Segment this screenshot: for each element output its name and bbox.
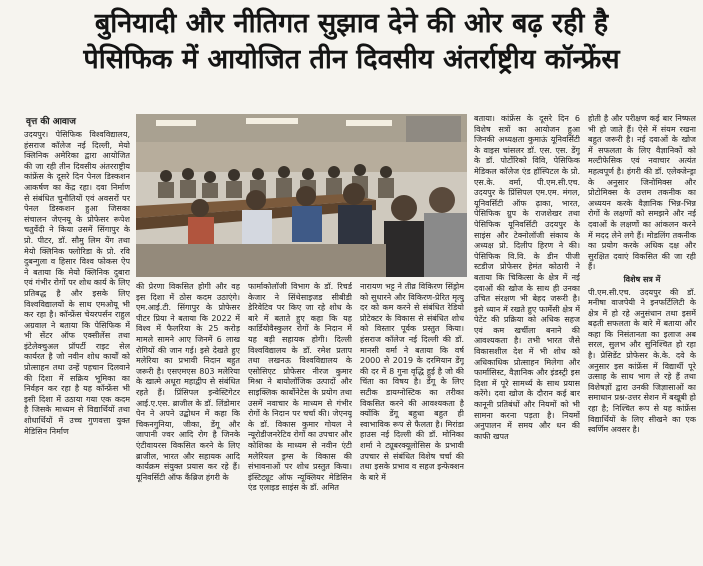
- column-3-text: फार्माकोलॉजी विभाग के डॉ. रिचर्ड केजार ने सिंथेसाइजड सीबीडी डेरिवेटिव पर किए जा रहे शोध के बारे में बताते हुए कहा कि यह कार्डियोवैस्कुलर रोगों के निदान में यह बड़ी सहायक होगी। दिल्ली विश्वविद्यालय के डॉ. रमेश प्रताप तथा लखनऊ विश्वविद्यालय के एसोसिएट प्रोफेसर नीरज कुमार मिश्रा ने बायोलॉजिक उत्पादों और साइक्लिक कार्बोनेटेस के प्रयोग तथा उसमें नवाचार के माध्यम से गंभीर रोगों के निदान पर चर्चा की। जेएनयू के डॉ. विकास कुमार गोयल ने न्यूरोडीजनरेटिव रोगों का उपचार और कोशिका के माध्यम से नवीन एंटी मलेरियल ड्रग्स के विकास की संभावनाओं पर शोध प्रस्तुत किया। इंस्टिट्यूट ऑफ न्यूक्लियर मेडिसिन एंड एलाइड साइंस के डॉ. अमित: [248, 282, 352, 493]
- headline-line-2: पेसिफिक में आयोजित तीन दिवसीय अंतर्राष्ट्रीय कॉन्फ्रेंस: [83, 44, 620, 75]
- column-6-subheading: विशेष सत्र में: [623, 274, 661, 284]
- headline-line-1: बुनियादी और नीतिगत सुझाव देने की ओर बढ़ रही है: [94, 8, 609, 39]
- column-6-tail-text: पी.एम.सी.एच. उदयपुर की डॉ. मनीषा वाजपेयी ने इनफर्टिलिटी के क्षेत्र में हो रहे अनुसंधान तथा इसमें बढ़ती सफलता के बारे में बताया और कहा कि निसंतानता का इलाज अब सरल, सुलभ और सुनिश्चित हो रहा है। प्रेसिडेंट प्रोफेसर के.के. दवे के अनुसार इस कांफ्रेंस में विद्यार्थी पूरे उत्साह के साथ भाग ले रहे हैं तथा विशेषज्ञों द्वारा उनकी जिज्ञासाओं का समाधान प्रश्न-उत्तर सेशन में बखूबी हो रहा है; निश्चित रूप से यह कांफ्रेंस विद्यार्थियों के लिए सीखने का एक स्वर्णिम अवसर है।: [588, 287, 696, 435]
- column-2-text: की प्रेरणा विकसित होगी और वह इस दिशा में ठोस कदम उठाएंगे। एम.आई.टी. सिंगापुर के प्रोफेसर पीटर प्रिया ने बताया कि 2022 में विश्व में फैलरिया के 25 करोड़ मामले सामने आए जिनमें 6 लाख रोगियों की जान गई। इसे देखते हुए मलेरिया का प्रभावी निदान बहुत जरूरी है। एसएमएस 803 मलेरिया के खात्मे अधूरा महाद्वीप से संबंधित रहते हैं। प्रिंसिपल इन्वेस्टिगेटर आई.ए.एस. ब्राजील के डॉ. लिंडोमार पेन ने अपने उद्बोधन में कहा कि चिकनगुनिया, जीका, डेंगू और जापानी ज्वर आदि रोग है जिनके एंटीवायरस विकसित करने के लिए ब्राजील, भारत और सहायक आदि कार्यक्रम संयुक्त प्रयास कर रहे हैं। यूनिवर्सिटी ऑफ कैंब्रिज हंगरी के: [136, 282, 240, 482]
- article-column-3: [248, 282, 352, 562]
- column-4-text: नारायण भट्ट ने तीव्र विकिरण सिंड्रोम को सुधारने और विकिरण-प्रेरित मृत्यु दर को कम करने से संबंधित रेडियो प्रोटेक्टर के विकास से संबंधित शोध को विस्तार पूर्वक प्रस्तुत किया। हंसराज कॉलेज नई दिल्ली की डॉ. मानसी वर्मा ने बताया कि वर्ष 2000 से 2019 के दरमियान डेंगू की दर में 8 गुना वृद्धि हुई है जो की चिंता का विषय है। डेंगू के लिए सटीक डायग्नोस्टिक का तरीका विकसित करने की आवश्यकता है क्योंकि डेंगू बहुधा बहुत ही स्वाभाविक रूप से फैलता है। मिरांडा हाउस नई दिल्ली की डॉ. मोनिका शर्मा ने ट्यूबरक्यूलोसिस के प्रभावी उपचार से संबंधित विशेष चर्चा की तथा इसके प्रभाव व सहज इन्फेक्शन के बारे में: [360, 282, 464, 482]
- headline: [0, 0, 703, 78]
- article-column-6: [588, 114, 696, 562]
- byline: वृत्त की आवाज: [26, 117, 76, 127]
- column-1-text: उदयपुर। पेसिफिक विश्वविद्यालय, हंसराज कॉलेज नई दिल्ली, मेयो क्लिनिक अमेरिका द्वारा आयोजित की जा रही तीन दिवसीय अंतरराष्ट्रीय कांफ्रेंस के दूसरे दिन पेनल डिस्कशन आकर्षण का केंद्र रहा। दवा निर्माण से संबंधित चुनौतियों एवं अवसरों पर पेनल डिस्कशन हुआ जिसका संचालन जेएनयू के प्रोफेसर रूपेश चतुर्वेदी ने किया उसमें सिंगापुर के प्रो. पीटर, डॉ. सौमु लिम येंग तथा मेयो क्लिनिक फ्लोरिडा के प्रो. रवि दुबन्गुला व हिसार विश्व फोकस ऐप ने बताया कि मेयो क्लिनिक दुबारा एवं गंभीर रोगों पर शोध कार्य के लिए प्रतिबद्ध है और इसके लिए विश्वविद्यालयों के साथ एमओयू भी कर रहा है। कॉन्फ्रेंस चेयरपर्सन राहुल अग्रवाल ने बताया कि पेसिफिक में भी सेंटर ऑफ एक्सीलेंस तथा इंटेलेक्चुअल प्रॉपर्टी राइट सेल कार्यरत है जो नवीन शोध कार्यों को प्रोत्साहन तथा उन्हें पहचान दिलवाने की दिशा में सक्रिय भूमिका का निर्वहन कर रहा है यह कॉन्फ्रेंस भी इसी दिशा में उठाया गया एक कदम है जिसके माध्यम से विद्यार्थियों तथा शोधार्थियों में उच्च गुणवत्ता युक्त मेडिसिन निर्माण: [24, 130, 130, 436]
- article-column-4: [360, 282, 464, 562]
- article-column-2: [136, 282, 240, 562]
- column-5-text: बताया। कांफ्रेंस के दूसरे दिन 6 विशेष सत्रों का आयोजन हुआ जिनकी अध्यक्षता कुमाऊं यूनिवर्सिटी के वाइस चांसलर डॉ. एस. एस. डेंगू के डॉ. पोर्टोरिको विवि, पेसिफिक मेडिकल कॉलेज एंड हॉस्पिटल के प्रो. एस.के. वर्मा, पी.एम.सी.एच. उदयपुर के प्रिंसिपल एम.एम. मंगल, यूनिवर्सिटी ऑफ ढ़ाका, भारत, पेसिफिक ग्रुप के राजशेखर तथा पेसिफिक यूनिवर्सिटी उदयपुर के साइंस और टेक्नोलॉजी संकाय के अध्यक्ष प्रो. दिलीप हिरण ने की। पेसिफिक वि.वि. के डीन पीजी स्टडीज प्रोफेसर हेमंत कोठारी ने बताया कि चिकित्सा के क्षेत्र में नई दवाओं की खोज के साथ ही उनका उचित संरक्षण भी बेहद जरूरी है। इसे ध्यान में रखते हुए फार्मेसी क्षेत्र में पेटेंट की प्रक्रिया को अधिक सहज एवं कम खर्चीला बनाने की आवश्यकता है। तभी भारत जैसे विकासशील देश में भी शोध को अधिकाधिक प्रोत्साहन मिलेगा और फार्मासिस्ट, वैज्ञानिक और इंडस्ट्री इस दिशा में पूरे सामर्थ्य के साथ प्रयास करेंगे। दवा खोज के दौरान कई बार कानूनी प्रतिबंधों और नियमों को भी सामना करना पड़ता है। नियमों अनुपालन में समय और धन की काफी खपत: [474, 114, 580, 441]
- column-6-text: होती है और परीक्षण कई बार निष्फल भी हो जाते हैं। ऐसे में संयम रखना बहुत जरूरी है। नई दवाओं के खोज में सफलता के लिए वैज्ञानिकों को मल्टीफेसिक एवं नवाचार अत्यंत महत्वपूर्ण है। हंगरी की डॉ. एलेक्जेन्ड्रा के अनुसार जिनोमिक्स और प्रोटोमिक्स के उत्तम तकनीक का अध्ययन करके वैज्ञानिक भिन्न-भिन्न रोगों के लक्षणों को समझने और नई दवाओं के लक्षणों का आंकलन करने में मदद लेने लगे हैं। मोडलिंग तकनीक का प्रयोग करके अधिक दक्ष और सुरक्षित दवाएं विकसित की जा रही हैं।: [588, 114, 696, 272]
- article-column-5: [474, 114, 580, 562]
- article-column-1: [24, 130, 130, 562]
- conference-photo: [136, 114, 467, 277]
